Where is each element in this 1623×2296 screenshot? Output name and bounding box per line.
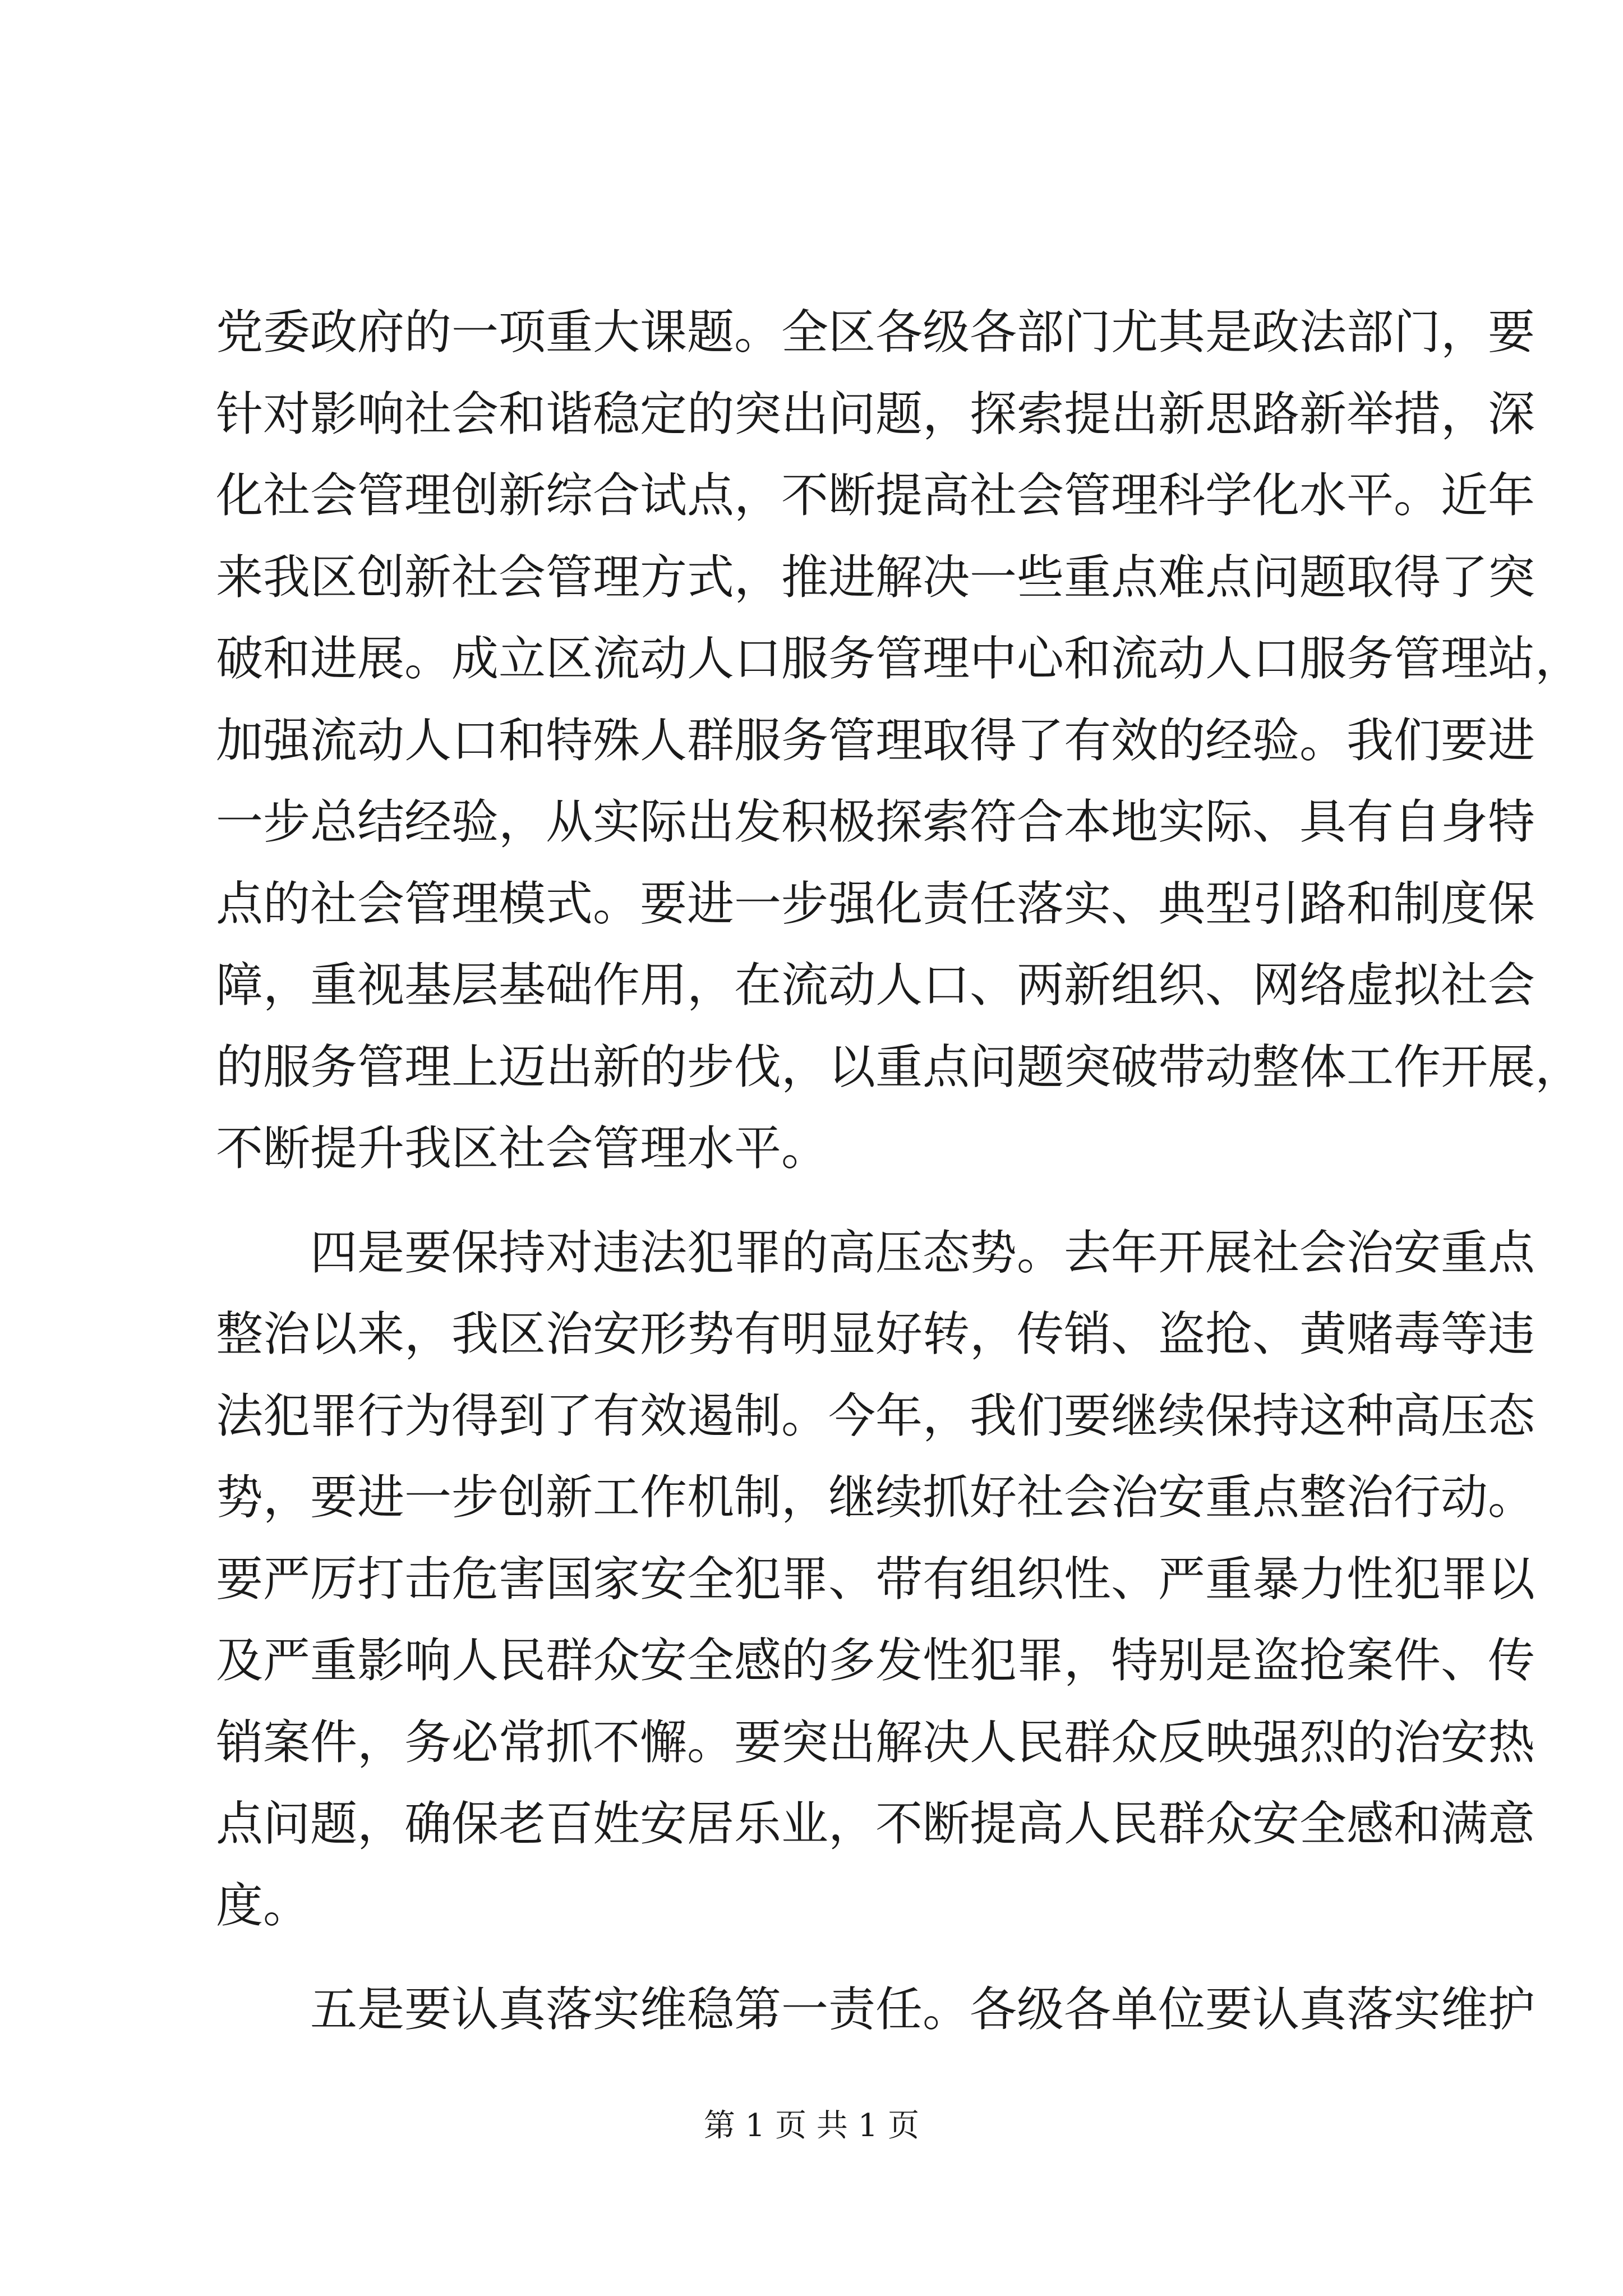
text-line: 五是要认真落实维稳第一责任。各级各单位要认真落实维护	[310, 1982, 1536, 2037]
text-line: 障，重视基层基础作用，在流动人口、两新组织、网络虚拟社会	[216, 958, 1536, 1013]
text-line: 来我区创新社会管理方式，推进解决一些重点难点问题取得了突	[216, 549, 1536, 605]
text-line: 化社会管理创新综合试点，不断提高社会管理科学化水平。近年	[216, 468, 1536, 523]
text-line: 一步总结经验，从实际出发积极探索符合本地实际、具有自身特	[216, 794, 1536, 849]
text-line: 及严重影响人民群众安全感的多发性犯罪，特别是盗抢案件、传	[216, 1633, 1536, 1688]
paragraph	[216, 1969, 1536, 2051]
text-line: 点问题，确保老百姓安居乐业，不断提高人民群众安全感和满意	[216, 1796, 1536, 1851]
text-line: 党委政府的一项重大课题。全区各级各部门尤其是政法部门，要	[216, 305, 1536, 360]
text-line: 要严厉打击危害国家安全犯罪、带有组织性、严重暴力性犯罪以	[216, 1551, 1536, 1607]
text-line: 破和进展。成立区流动人口服务管理中心和流动人口服务管理站，	[216, 631, 1583, 686]
document-body	[216, 292, 1583, 2051]
page-footer: 第 1 页 共 1 页	[703, 2108, 920, 2144]
paragraph	[216, 292, 1583, 1190]
text-line: 势，要进一步创新工作机制，继续抓好社会治安重点整治行动。	[216, 1470, 1536, 1525]
paragraph-gap	[216, 1947, 1416, 1969]
text-line: 点的社会管理模式。要进一步强化责任落实、典型引路和制度保	[216, 876, 1536, 931]
text-line: 法犯罪行为得到了有效遏制。今年，我们要继续保持这种高压态	[216, 1388, 1536, 1443]
text-line: 的服务管理上迈出新的步伐，以重点问题突破带动整体工作开展，	[216, 1039, 1583, 1094]
paragraph	[216, 1212, 1536, 1947]
text-line: 度。	[216, 1878, 311, 1933]
text-line: 加强流动人口和特殊人群服务管理取得了有效的经验。我们要进	[216, 712, 1536, 768]
text-line: 不断提升我区社会管理水平。	[216, 1121, 829, 1176]
text-line: 四是要保持对违法犯罪的高压态势。去年开展社会治安重点	[310, 1225, 1536, 1280]
text-line: 销案件，务必常抓不懈。要突出解决人民群众反映强烈的治安热	[216, 1714, 1536, 1770]
text-line: 整治以来，我区治安形势有明显好转，传销、盗抢、黄赌毒等违	[216, 1306, 1536, 1361]
text-line: 针对影响社会和谐稳定的突出问题，探索提出新思路新举措，深	[216, 386, 1536, 441]
paragraph-gap	[216, 1190, 1416, 1212]
